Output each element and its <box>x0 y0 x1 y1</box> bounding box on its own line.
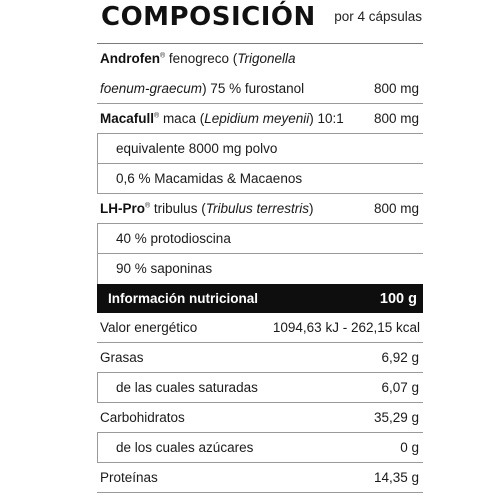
macafull-macamides: 0,6 % Macamidas & Macaenos <box>116 171 303 186</box>
nutrition-row-carbs <box>97 403 423 433</box>
nutrition-value: 0 g <box>400 440 419 455</box>
lhpro-sub-row-2 <box>97 254 423 284</box>
macafull-equivalent: equivalente 8000 mg polvo <box>116 141 278 156</box>
lhpro-saponins: 90 % saponinas <box>116 261 213 276</box>
lhpro-amount: 800 mg <box>373 201 419 216</box>
composition-header <box>97 0 422 40</box>
nutrition-label: de los cuales azúcares <box>116 440 254 455</box>
nutrition-value: 6,07 g <box>381 380 419 395</box>
nutrition-header-row <box>97 284 423 313</box>
macafull-sub-row-1 <box>97 134 423 164</box>
nutrition-row-energy <box>97 313 423 343</box>
nutrition-value: 14,35 g <box>373 470 419 485</box>
nutrition-row-fat <box>97 343 423 373</box>
nutrition-header-value: 100 g <box>379 291 417 307</box>
nutrition-value: 6,92 g <box>381 350 419 365</box>
page-title: COMPOSICIÓN <box>101 2 316 32</box>
macafull-brand: Macafull <box>100 111 155 126</box>
androfen-description-2: foenum-graecum) 75 % furostanol <box>100 81 305 96</box>
lhpro-protodioscin: 40 % protodioscina <box>116 231 231 246</box>
nutrition-label: de las cuales saturadas <box>116 380 258 395</box>
nutrition-row-sugars <box>97 433 423 463</box>
androfen-row-1 <box>97 44 423 74</box>
registered-mark: ® <box>145 202 151 210</box>
nutrition-label: Carbohidratos <box>100 410 185 425</box>
nutrition-value: 1094,63 kJ - 262,15 kcal <box>272 320 420 335</box>
serving-size-label: por 4 cápsulas <box>334 9 422 24</box>
androfen-amount: 800 mg <box>373 81 419 96</box>
nutrition-label: Valor energético <box>100 320 198 335</box>
nutrition-row-saturated <box>97 373 423 403</box>
androfen-brand: Androfen <box>100 51 160 66</box>
nutrition-label: Proteínas <box>100 470 158 485</box>
nutrition-value: 35,29 g <box>373 410 419 425</box>
lhpro-row <box>97 194 423 224</box>
macafull-amount: 800 mg <box>373 111 419 126</box>
registered-mark: ® <box>160 52 166 60</box>
nutrition-row-protein <box>97 463 423 493</box>
lhpro-brand: LH-Pro <box>100 201 145 216</box>
macafull-description: maca (Lepidium meyenii) 10:1 <box>159 111 344 126</box>
nutrition-header-label: Información nutricional <box>108 291 259 306</box>
registered-mark: ® <box>154 112 160 120</box>
androfen-row-2 <box>97 74 423 104</box>
composition-table <box>97 43 423 493</box>
lhpro-description: tribulus (Tribulus terrestris) <box>150 201 314 216</box>
nutrition-label: Grasas <box>100 350 144 365</box>
macafull-row <box>97 104 423 134</box>
lhpro-sub-row-1 <box>97 224 423 254</box>
androfen-description-1: fenogreco (Trigonella <box>165 51 296 66</box>
macafull-sub-row-2 <box>97 164 423 194</box>
